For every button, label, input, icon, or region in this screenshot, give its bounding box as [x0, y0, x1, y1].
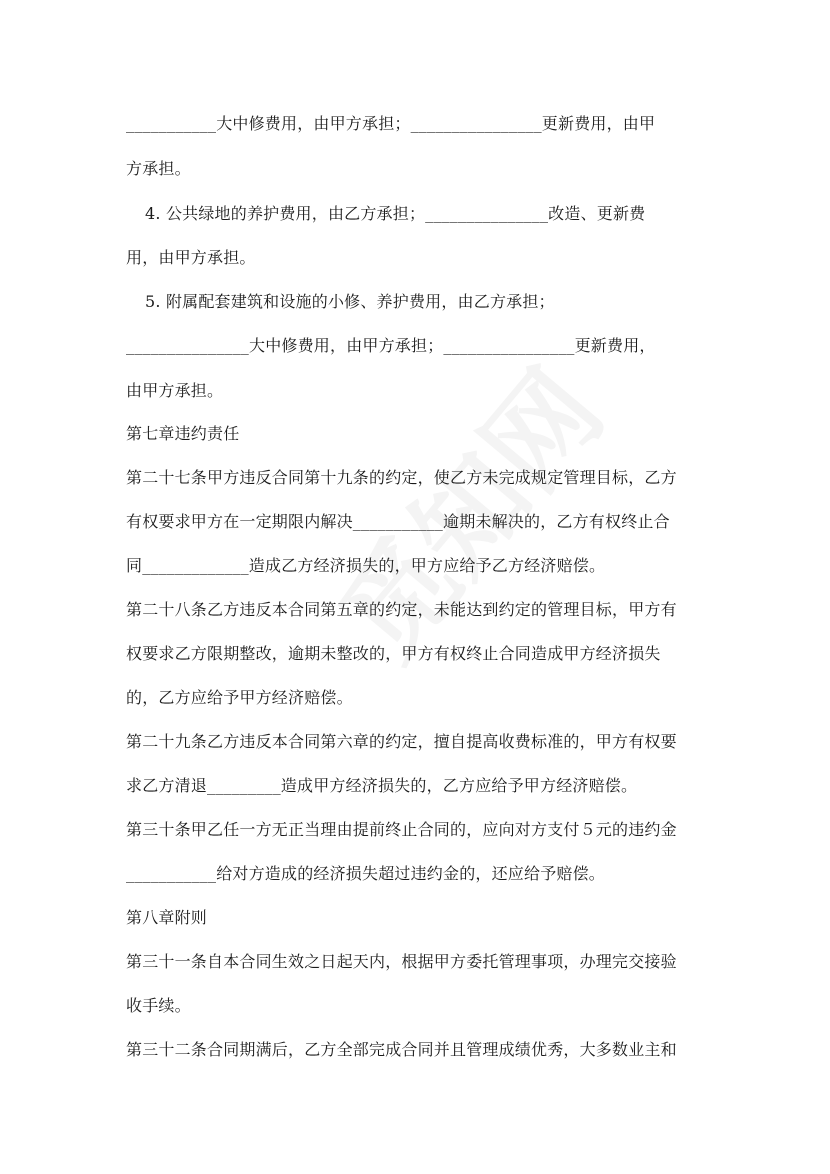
text-line-4: 用，由甲方承担。 — [126, 248, 256, 267]
text-line-3: 4. 公共绿地的养护费用，由乙方承担；_______________改造、更新费 — [145, 204, 646, 223]
text-line-11: 同_____________造成乙方经济损失的，甲方应给予乙方经济赔偿。 — [126, 556, 606, 575]
text-line-21: 收手续。 — [126, 996, 191, 1015]
text-line-6: _______________大中修费用，由甲方承担；________________更新费用， — [126, 336, 656, 355]
text-line-7: 由甲方承担。 — [126, 381, 224, 400]
text-line-1: ___________大中修费用，由甲方承担；________________更新费用，由甲 — [126, 114, 656, 133]
text-line-14: 的，乙方应给予甲方经济赔偿。 — [126, 688, 353, 707]
watermark — [298, 332, 631, 686]
text-line-10: 有权要求甲方在一定期限内解决___________逾期未解决的，乙方有权终止合 — [126, 512, 670, 531]
text-line-20: 第三十一条自本合同生效之日起天内，根据甲方委托管理事项，办理完交接验 — [126, 952, 677, 971]
text-line-5: 5. 附属配套建筑和设施的小修、养护费用，由乙方承担； — [145, 292, 555, 311]
text-line-18: ___________给对方造成的经济损失超过违约金的，还应给予赔偿。 — [126, 864, 606, 883]
text-line-9: 第二十七条甲方违反合同第十九条的约定，使乙方未完成规定管理目标，乙方 — [126, 468, 677, 487]
chapter-heading-7: 第七章违约责任 — [126, 424, 240, 443]
text-line-12: 第二十八条乙方违反本合同第五章的约定，未能达到约定的管理目标，甲方有 — [126, 600, 677, 619]
text-line-2: 方承担。 — [126, 159, 191, 178]
text-line-22: 第三十二条合同期满后，乙方全部完成合同并且管理成绩优秀，大多数业主和 — [126, 1040, 677, 1059]
text-line-17: 第三十条甲乙任一方无正当理由提前终止合同的，应向对方支付５元的违约金 — [126, 820, 677, 839]
text-line-16: 求乙方清退_________造成甲方经济损失的，乙方应给予甲方经济赔偿。 — [126, 776, 638, 795]
chapter-heading-8: 第八章附则 — [126, 908, 208, 927]
text-line-15: 第二十九条乙方违反本合同第六章的约定，擅自提高收费标准的，甲方有权要 — [126, 732, 677, 751]
text-line-13: 权要求乙方限期整改，逾期未整改的，甲方有权终止合同造成甲方经济损失 — [126, 644, 661, 663]
